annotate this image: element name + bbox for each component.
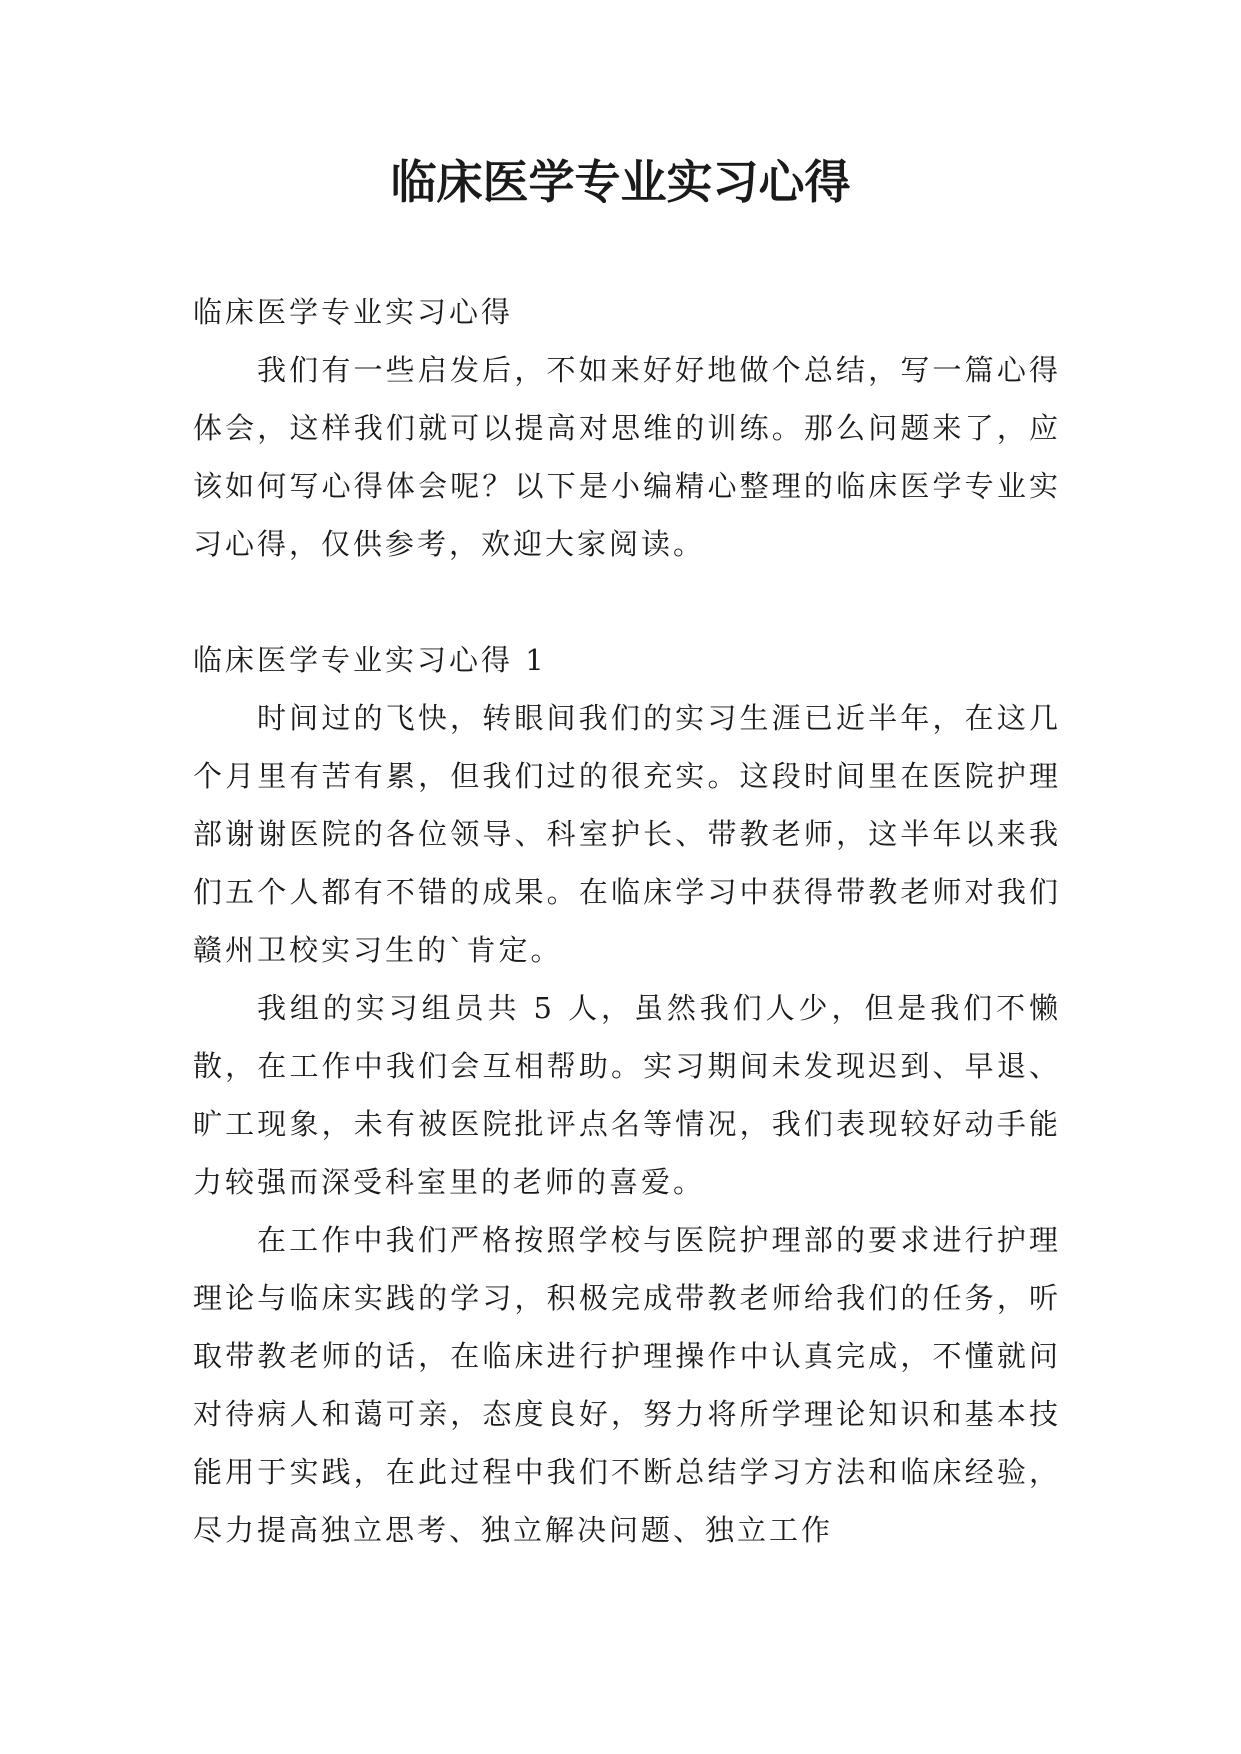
document-body bbox=[193, 283, 1061, 1559]
section1-heading: 临床医学专业实习心得 1 bbox=[193, 643, 547, 677]
section1-paragraph-1: 时间过的飞快，转眼间我们的实习生涯已近半年，在这几个月里有苦有累，但我们过的很充实。这段时间里在医院护理部谢谢医院的各位领导、科室护长、带教老师，这半年以来我们五个人都有不错的成果。在临床学习中获得带教老师对我们赣州卫校实习生的`肯定。 bbox=[193, 701, 1061, 967]
section1-paragraph-2: 我组的实习组员共 5 人，虽然我们人少，但是我们不懒散，在工作中我们会互相帮助。实习期间未发现迟到、早退、旷工现象，未有被医院批评点名等情况，我们表现较好动手能力较强而深受科室里的老师的喜爱。 bbox=[193, 991, 1061, 1199]
intro-heading: 临床医学专业实习心得 bbox=[193, 295, 514, 329]
section1-paragraph-3: 在工作中我们严格按照学校与医院护理部的要求进行护理理论与临床实践的学习，积极完成带教老师给我们的任务，听取带教老师的话，在临床进行护理操作中认真完成，不懂就问对待病人和蔼可亲，态度良好，努力将所学理论知识和基本技能用于实践，在此过程中我们不断总结学习方法和临床经验，尽力提高独立思考、独立解决问题、独立工作 bbox=[193, 1223, 1061, 1547]
intro-paragraph: 我们有一些启发后，不如来好好地做个总结，写一篇心得体会，这样我们就可以提高对思维的训练。那么问题来了，应该如何写心得体会呢？以下是小编精心整理的临床医学专业实习心得，仅供参考，欢迎大家阅读。 bbox=[193, 353, 1061, 561]
section-spacer bbox=[193, 573, 1061, 631]
document-title: 临床医学专业实习心得 bbox=[390, 155, 851, 209]
